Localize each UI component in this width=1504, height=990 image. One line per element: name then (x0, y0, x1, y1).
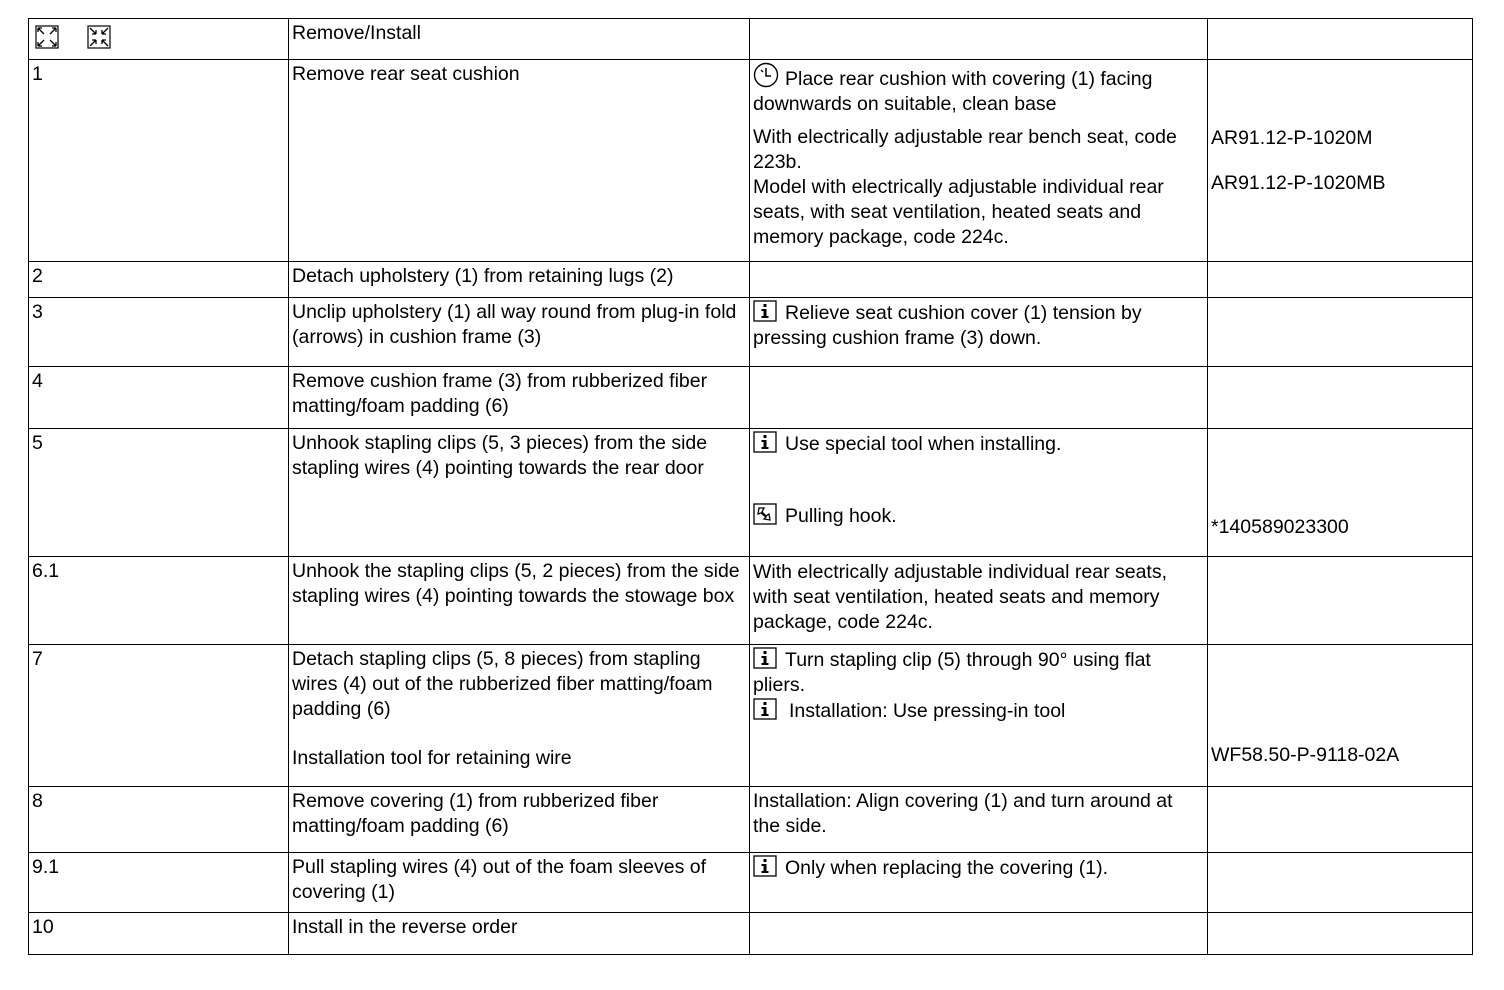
step-number: 9.1 (29, 853, 289, 913)
step-number: 1 (29, 60, 289, 262)
step-number: 4 (29, 367, 289, 429)
empty-cell (750, 367, 1208, 429)
step-action: Remove cushion frame (3) from rubberized fiber matting/foam padding (6) (289, 367, 750, 429)
note-info (753, 431, 1204, 457)
step-number: 2 (29, 262, 289, 298)
step-notes (750, 853, 1208, 913)
step-action: Detach upholstery (1) from retaining lugs (2) (289, 262, 750, 298)
step-notes (750, 645, 1208, 787)
step-notes (750, 60, 1208, 262)
table-row (29, 429, 1473, 557)
info-icon (753, 855, 777, 877)
step-number: 10 (29, 913, 289, 955)
table-header-row (29, 19, 1473, 60)
empty-cell (1208, 787, 1473, 853)
empty-cell (1208, 557, 1473, 645)
header-icons-cell (29, 19, 289, 60)
note-text: Installation: Use pressing-in tool (789, 700, 1066, 722)
action-text: Detach stapling clips (5, 8 pieces) from stapling wires (4) out of the rubberized fiber matting/foam padding (6) (292, 648, 713, 720)
tool-icon (753, 503, 777, 525)
empty-cell (1208, 853, 1473, 913)
note-tool (753, 503, 1204, 529)
step-action: Pull stapling wires (4) out of the foam sleeves of covering (1) (289, 853, 750, 913)
table-row (29, 853, 1473, 913)
step-number: 5 (29, 429, 289, 557)
reference-cell (1208, 645, 1473, 787)
step-number: 6.1 (29, 557, 289, 645)
step-action: Unhook stapling clips (5, 3 pieces) from the side stapling wires (4) pointing towards the rear door (289, 429, 750, 557)
note-info (753, 647, 1204, 698)
step-notes (750, 298, 1208, 367)
step-notes (750, 429, 1208, 557)
table-row (29, 557, 1473, 645)
empty-cell (1208, 298, 1473, 367)
step-notes: With electrically adjustable individual rear seats, with seat ventilation, heated seats and memory package, code 224c. (750, 557, 1208, 645)
step-number: 3 (29, 298, 289, 367)
step-notes: Installation: Align covering (1) and turn around at the side. (750, 787, 1208, 853)
note-text: Model with electrically adjustable individual rear seats, with seat ventilation, heated seats and memory package, code 224c. (753, 176, 1164, 248)
note-text: Turn stapling clip (5) through 90° using flat pliers. (753, 649, 1151, 696)
reference-link[interactable]: WF58.50-P-9118-02A (1211, 744, 1400, 766)
note-text: Place rear cushion with covering (1) facing downwards on suitable, clean base (753, 68, 1153, 115)
empty-cell (1208, 367, 1473, 429)
step-action: Remove covering (1) from rubberized fiber matting/foam padding (6) (289, 787, 750, 853)
table-row (29, 262, 1473, 298)
note-warning (753, 62, 1204, 117)
note-info (753, 698, 1204, 724)
empty-cell (750, 913, 1208, 955)
table-row (29, 787, 1473, 853)
table-row (29, 645, 1473, 787)
reference-link[interactable]: *140589023300 (1211, 516, 1349, 538)
step-action: Install in the reverse order (289, 913, 750, 955)
step-action: Unclip upholstery (1) all way round from plug-in fold (arrows) in cushion frame (3) (289, 298, 750, 367)
info-icon (753, 300, 777, 322)
step-number: 8 (29, 787, 289, 853)
step-action: Unhook the stapling clips (5, 2 pieces) from the side stapling wires (4) pointing towards the stowage box (289, 557, 750, 645)
header-empty-cell (750, 19, 1208, 60)
procedure-table (28, 18, 1473, 955)
empty-cell (1208, 262, 1473, 298)
step-number: 7 (29, 645, 289, 787)
expand-arrows-icon (35, 25, 59, 49)
note-text: Relieve seat cushion cover (1) tension by pressing cushion frame (3) down. (753, 302, 1142, 349)
note-text: Pulling hook. (785, 505, 897, 527)
note-text: Only when replacing the covering (1). (785, 857, 1108, 879)
note-text: Use special tool when installing. (785, 433, 1062, 455)
info-icon (753, 431, 777, 453)
action-text: Installation tool for retaining wire (292, 747, 572, 769)
table-row (29, 367, 1473, 429)
reference-cell (1208, 429, 1473, 557)
header-title: Remove/Install (289, 19, 750, 60)
info-icon (753, 698, 777, 720)
reference-link[interactable]: AR91.12-P-1020MB (1211, 172, 1386, 194)
info-icon (753, 647, 777, 669)
step-action (289, 645, 750, 787)
empty-cell (1208, 913, 1473, 955)
table-row (29, 913, 1473, 955)
header-empty-cell (1208, 19, 1473, 60)
empty-cell (750, 262, 1208, 298)
clock-warning-icon (753, 62, 779, 88)
reference-link[interactable]: AR91.12-P-1020M (1211, 127, 1373, 149)
reference-cell (1208, 60, 1473, 262)
collapse-arrows-icon (87, 25, 111, 49)
note-text: With electrically adjustable rear bench seat, code 223b. (753, 126, 1177, 173)
table-row (29, 298, 1473, 367)
table-row (29, 60, 1473, 262)
step-action: Remove rear seat cushion (289, 60, 750, 262)
